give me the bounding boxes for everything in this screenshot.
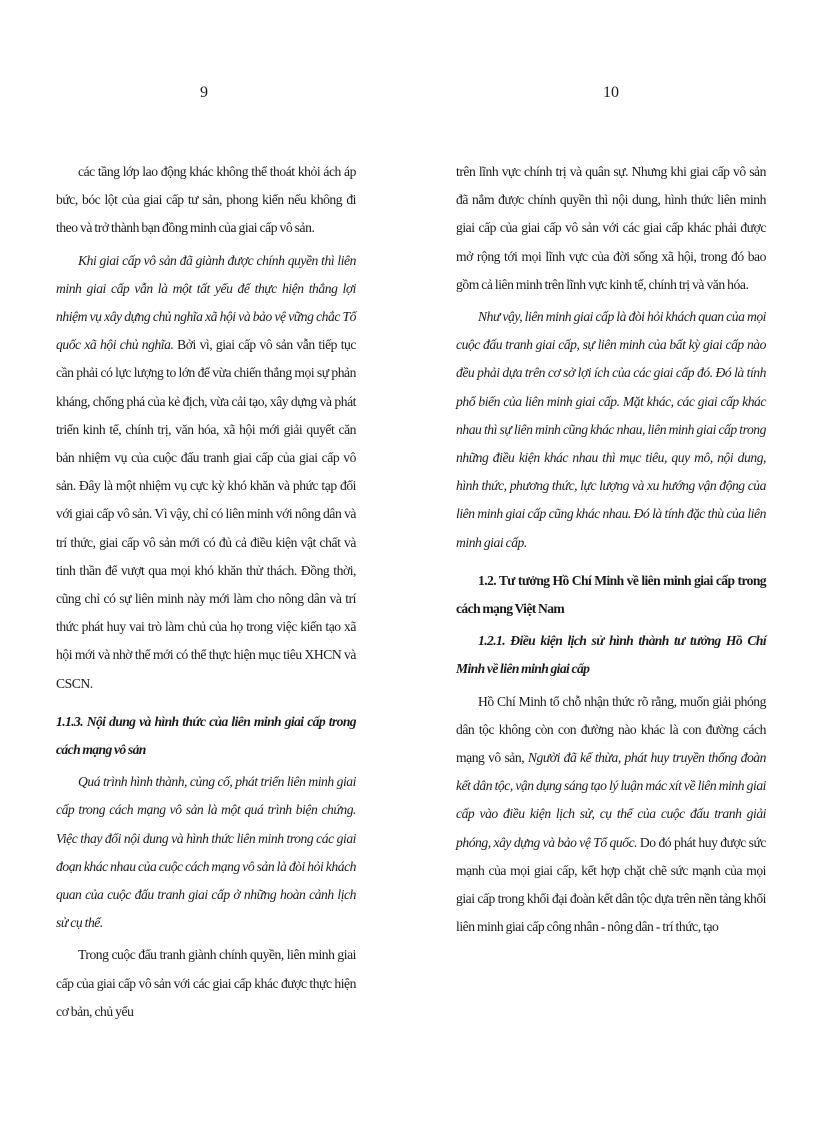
section-heading: 1.1.3. Nội dung và hình thức của liên minh giai cấp trong cách mạng vô sản bbox=[56, 713, 356, 758]
paragraph: Quá trình hình thành, củng cố, phát triển liên minh giai cấp trong cách mạng vô sản là một quá trình biện chứng. Việc thay đổi nội dung và hình thức liên minh trong các giai đoạn khác nhau của cuộc cách mạng vô sản là đòi hỏi khách quan của cuộc đấu tranh giai cấp ở những hoàn cảnh lịch sử cụ thể. bbox=[56, 774, 356, 931]
paragraph-text: các tầng lớp lao động khác không thể thoát khỏi ách áp bức, bóc lột của giai cấp tư sản, phong kiến nếu không đi theo và trở thành bạn đồng minh của giai cấp vô sản. bbox=[56, 164, 356, 236]
paragraph-text: Hồ Chí Minh tổ chỗ nhận thức rõ rằng, muốn giải phóng dân tộc không còn con đường nào khác là con đường cách mạng vô sản, bbox=[456, 693, 766, 766]
section-heading: 1.2. Tư tưởng Hồ Chí Minh về liên minh giai cấp trong cách mạng Việt Nam bbox=[456, 572, 766, 617]
paragraph: Trong cuộc đấu tranh giành chính quyền, liên minh giai cấp của giai cấp vô sản với các giai cấp khác được thực hiện cơ bản, chủ yếu bbox=[56, 947, 356, 1019]
left-page-body bbox=[56, 158, 356, 1026]
subsection-heading: 1.2.1. Điều kiện lịch sử hình thành tư tưởng Hồ Chí Minh về liên minh giai cấp bbox=[456, 633, 766, 677]
page-number: 9 bbox=[200, 84, 208, 101]
page-number: 10 bbox=[603, 84, 619, 101]
paragraph bbox=[456, 688, 766, 942]
right-page-body bbox=[456, 158, 766, 941]
paragraph: Như vậy, liên minh giai cấp là đòi hỏi khách quan của mọi cuộc đấu tranh giai cấp, sự liên minh của bất kỳ giai cấp nào đều phải dựa trên cơ sở lợi ích của các giai cấp đó. Đó là tính phổ biến của liên minh giai cấp. Mặt khác, các giai cấp khác nhau thì sự liên minh cũng khác nhau, liên minh giai cấp trong những điều kiện khác nhau thì mục tiêu, quy mô, nội dung, hình thức, phương thức, lực lượng và xu hướng vận động của liên minh giai cấp cũng khác nhau. Đó là tính đặc thù của liên minh giai cấp. bbox=[456, 309, 766, 550]
right-page bbox=[456, 0, 766, 1123]
paragraph: trên lĩnh vực chính trị và quân sự. Nhưng khi giai cấp vô sản đã nắm được chính quyền thì nội dung, hình thức liên minh giai cấp của giai cấp vô sản với các giai cấp khác phải được mở rộng tới mọi lĩnh vực của đời sống xã hội, trong đó bao gồm cả liên minh trên lĩnh vực kinh tế, chính trị và văn hóa. bbox=[456, 164, 766, 292]
paragraph-text: Bởi vì, giai cấp vô sản vẫn tiếp tục cần phải có lực lượng to lớn để vừa chiến thắng mọi sự phản kháng, chống phá của kẻ địch, vừa cải tạo, xây dựng và phát triển kinh tế, chính trị, văn hóa, xã hội mới giải quyết căn bản nhiệm vụ của cuộc đấu tranh giai cấp của giai cấp vô sản. Đây là một nhiệm vụ cực kỳ khó khăn và phức tạp đối với giai cấp vô sản. Vì vậy, chỉ có liên minh với nông dân và trí thức, giai cấp vô sản mới có đủ cả điều kiện vật chất và tinh thần để vượt qua mọi khó khăn thử thách. Đồng thời, cũng chỉ có sự liên minh này mới làm cho nông dân và trí thức phát huy vai trò làm chủ của họ trong việc kiến tạo xã hội mới và nhờ thế mới có thể thực hiện mục tiêu XHCN và CSCN. bbox=[56, 337, 356, 691]
paragraph-text: Do đó phát huy được sức mạnh của mọi giai cấp, kết hợp chặt chẽ sức mạnh của mọi giai cấp trong khối đại đoàn kết dân tộc dựa trên nền tảng khối liên minh giai cấp công nhân - nông dân - trí thức, tạo bbox=[456, 834, 767, 935]
paragraph bbox=[56, 158, 356, 243]
left-page bbox=[52, 0, 356, 1123]
italic-text: Khi giai cấp vô sản đã giành được chính quyền thì liên minh giai cấp vẫn là một tất yếu để thực hiện thắng lợi nhiệm vụ xây dựng chủ nghĩa xã hội và bảo vệ vững chắc Tổ quốc xã hội chủ nghĩa. bbox=[56, 252, 356, 353]
paragraph bbox=[56, 247, 356, 698]
italic-text: Người đã kế thừa, phát huy truyền thống đoàn kết dân tộc, vận dụng sáng tạo lý luận mác xít về liên minh giai cấp vào điều kiện lịch sử, cụ thể của cuộc đấu tranh giải phóng, xây dựng và bảo vệ Tổ quốc. bbox=[456, 750, 766, 850]
